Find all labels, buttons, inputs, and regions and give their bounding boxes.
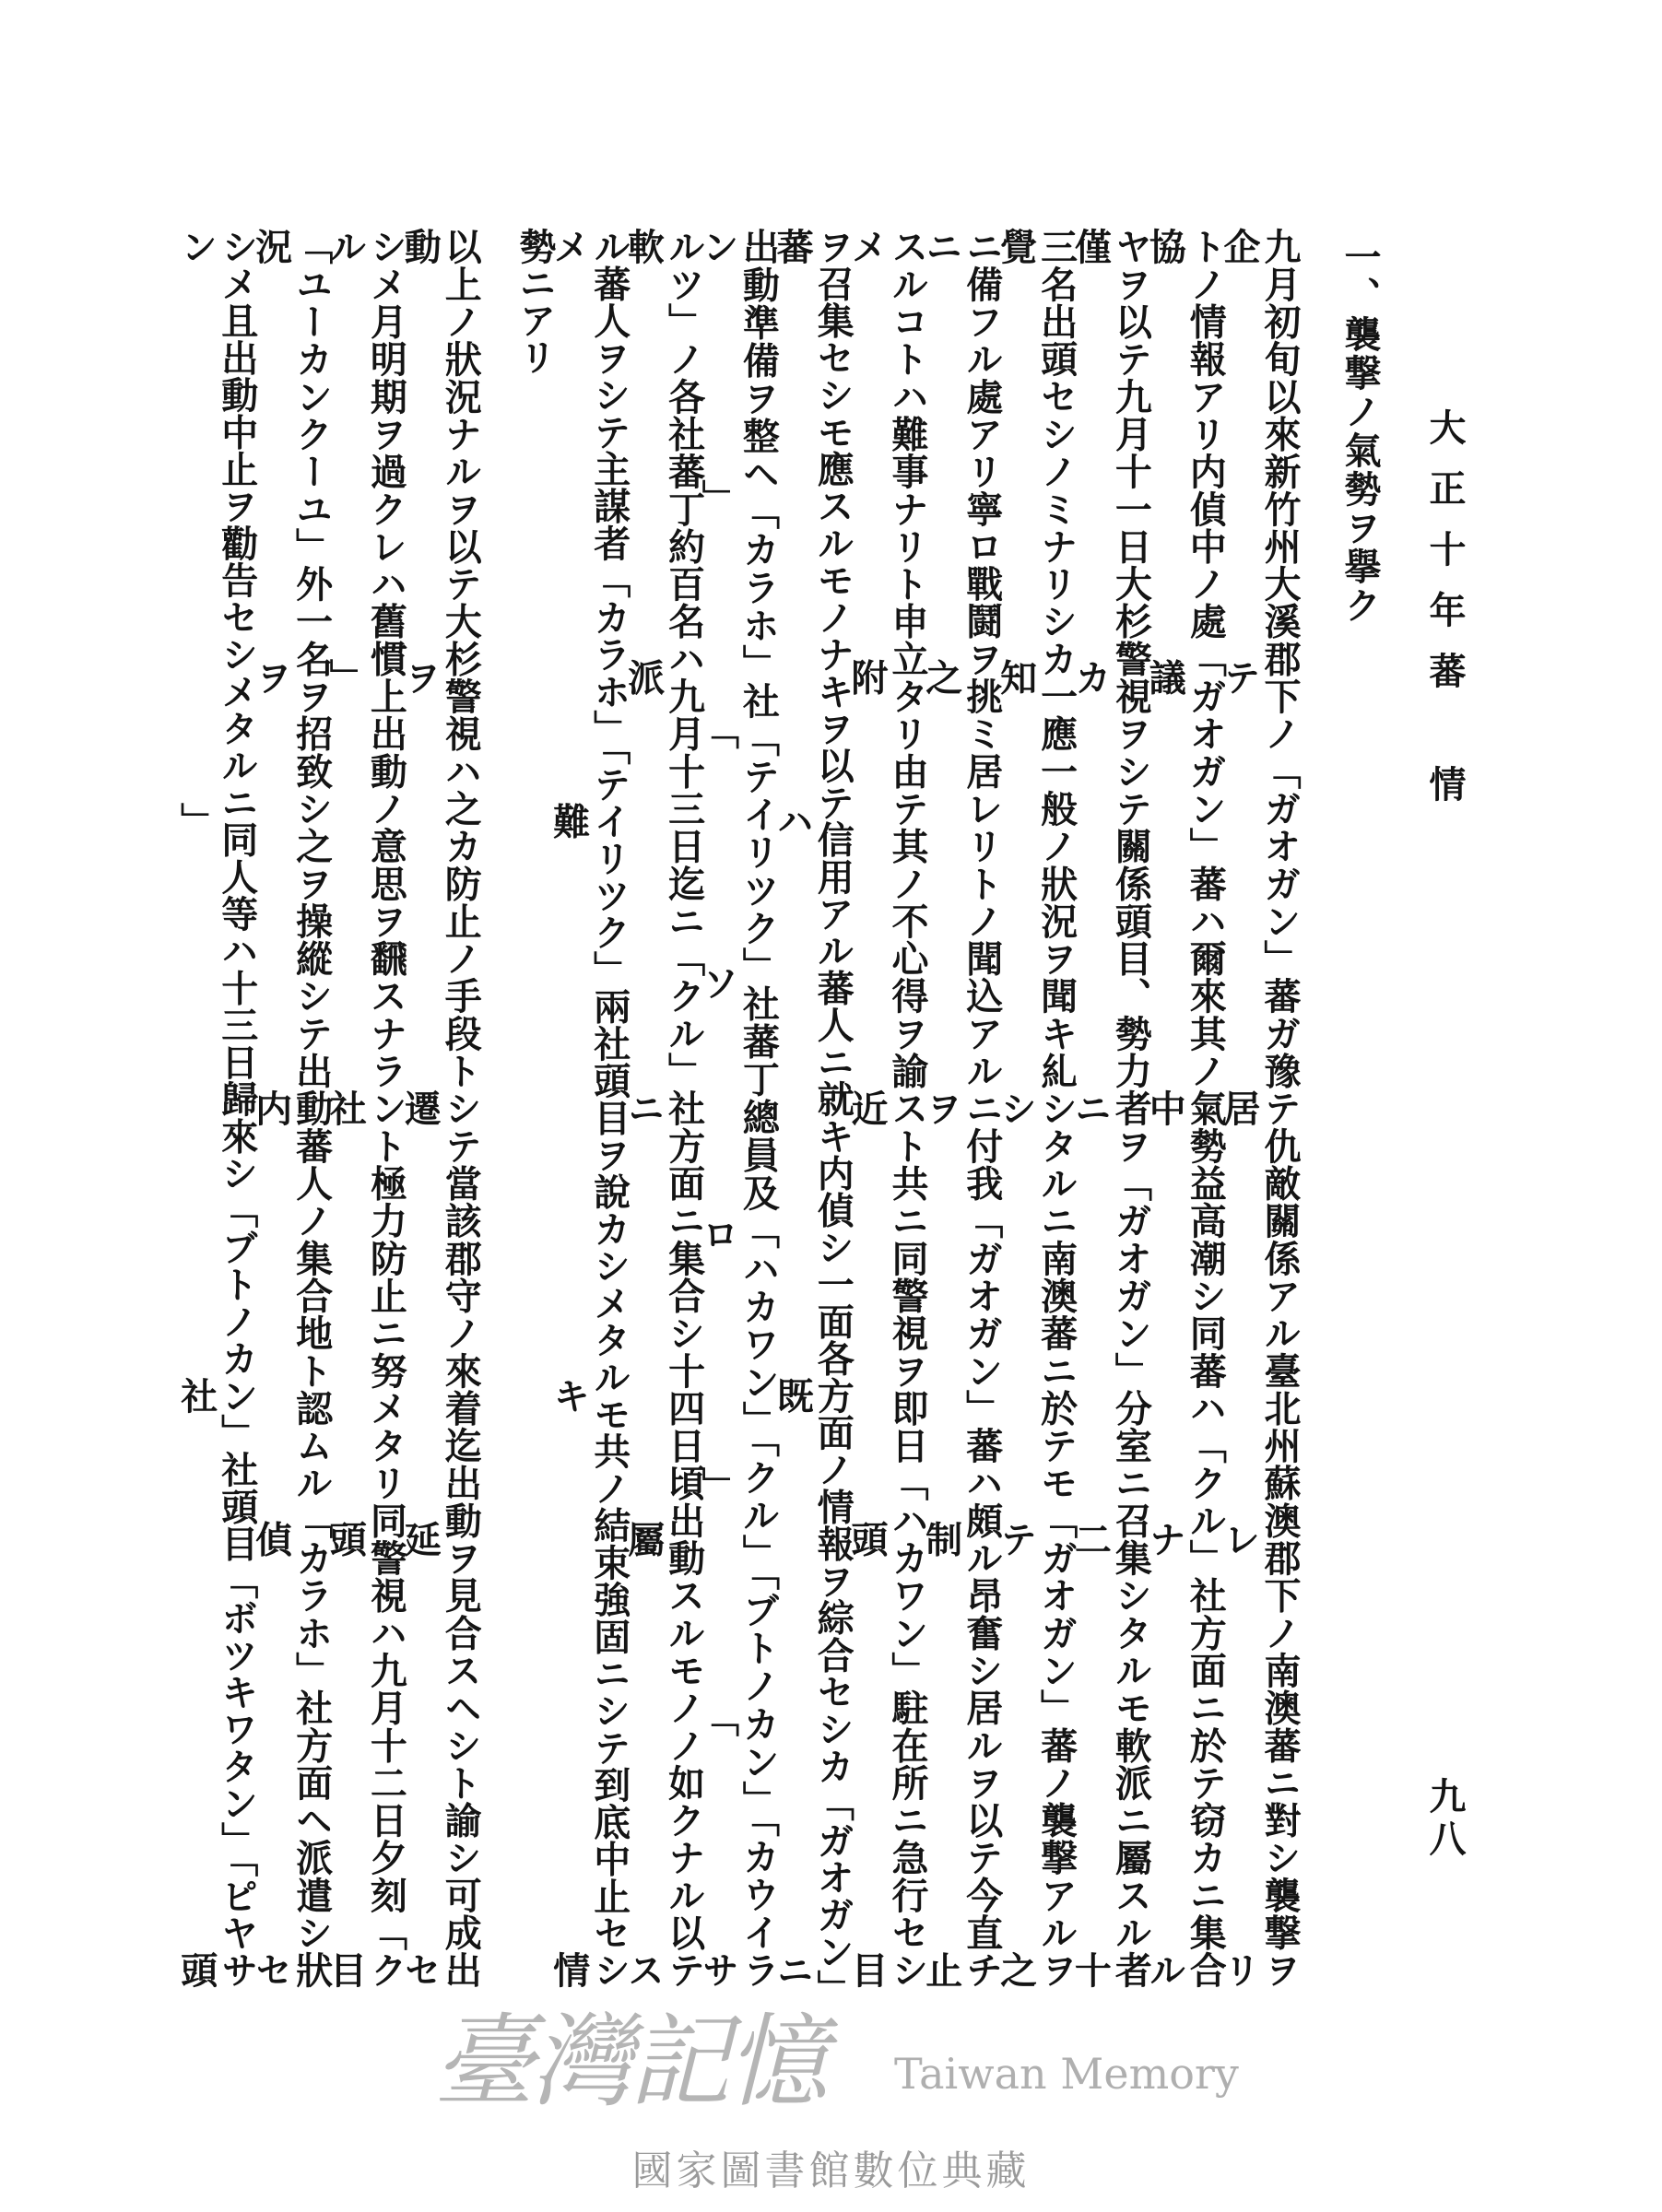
text-column: シメ且出動中止ヲ勸告セシメタルニ同人等ハ十三日歸來シ「ブトノカン」社頭目「ボツキワタン」「ピヤサン」社頭 bbox=[174, 228, 259, 1988]
text-column: 以上ノ狀況ナルヲ以テ大杉警視ハ之カ防止ノ手段トシテ當該郡守ノ來着迄出動ヲ見合スヘシト諭シ可成出動ヲ遷延セ bbox=[398, 228, 483, 1988]
text-column: ニ備フル處アリ寧ロ戰鬪ヲ挑ミ居レリトノ聞込アルニ付我「ガオガン」蕃ハ頗ル昂奮シ居ルヲ以テ今直チニ之ヲ制止 bbox=[919, 228, 1004, 1988]
footer-credit: 國家圖書館數位典藏 bbox=[631, 2147, 1031, 2194]
text-column: ヤヲ以テ九月十一日大杉警視ヲシテ關係頭目、勢力者ヲ「ガオガン」分室ニ召集シタルモ軟派ニ屬スル者僅カニ二十 bbox=[1068, 228, 1153, 1988]
text-column: トノ情報アリ内偵中ノ處「ガオガン」蕃ハ爾來其ノ氣勢益高潮シ同蕃ハ「クル」社方面ニ於テ窃カニ集合協議中ナル bbox=[1143, 228, 1228, 1988]
text-column: 「ユーカンクーユ」外一名ヲ招致シ之ヲ操縱シテ出動蕃人ノ集合地ト認ムル「カラホ」社方面ヘ派遣シ狀況ヲ内偵セ bbox=[249, 228, 334, 1988]
watermark-logo bbox=[433, 2002, 1263, 2131]
text-column: 三名出頭セシノミナリシカ一應一般ノ狀況ヲ聞キ糺シタルニ南澳蕃ニ於テモ「ガオガン」蕃ノ襲撃アルヲ覺知シテ之 bbox=[994, 228, 1079, 1988]
text-column: ル蕃人ヲシテ主謀者「カラホ」「テイリツク」兩社頭目ヲ說カシメタルモ共ノ結束強固ニシテ到底中止セシメ難キ情 bbox=[547, 228, 631, 1988]
text-column: ルツ」ノ各社蕃丁約百名ハ九月十三日迄ニ「クル」社方面ニ集合シ十四日頃出動スルモノノ如クナル以テ軟派ニ屬ス bbox=[621, 228, 706, 1989]
text-column: スルコトハ難事ナリト申立タリ由テ其ノ不心得ヲ諭スト共ニ同警視ヲ即日「ハカワン」駐在所ニ急行セシメ附近頭目 bbox=[845, 228, 929, 1988]
text-column: 九月初旬以來新竹州大溪郡下ノ「ガオガン」蕃ガ豫テ仇敵關係アル臺北州蘇澳郡下ノ南澳蕃ニ對シ襲撃ヲ企テ居レリ bbox=[1218, 228, 1302, 1988]
text-column: 勢ニアリ bbox=[513, 228, 557, 375]
text-column: シメ月明期ヲ過クレハ舊慣上出動ノ意思ヲ飜スナラント極力防止ニ努メタリ同警視ハ九月十二日夕刻「クル」社頭目 bbox=[324, 228, 408, 1988]
watermark-subtitle: Taiwan Memory bbox=[894, 2049, 1239, 2099]
watermark-text: 臺灣記憶 bbox=[433, 2003, 824, 2121]
text-column: 出動準備ヲ整ヘ「カラホ」社「テイリツク」社蕃丁總員及「ハカワン」「クル」「ブトノカン」「カウイラン」「ソロ」「サ bbox=[696, 228, 781, 1988]
running-header-title-end: 情 bbox=[1423, 765, 1467, 802]
text-column: ヲ召集セシモ應スルモノナキヲ以テ信用アル蕃人ニ就キ内偵シ一面各方面ノ情報ヲ綜合セシカ「ガオガン」蕃ハ既ニ bbox=[771, 228, 855, 1989]
section-heading: 一、襲撃ノ氣勢ヲ擧ク bbox=[1338, 238, 1382, 625]
running-header-title: 大正十年蕃 bbox=[1423, 408, 1467, 712]
page-number: 九八 bbox=[1423, 1777, 1467, 1862]
